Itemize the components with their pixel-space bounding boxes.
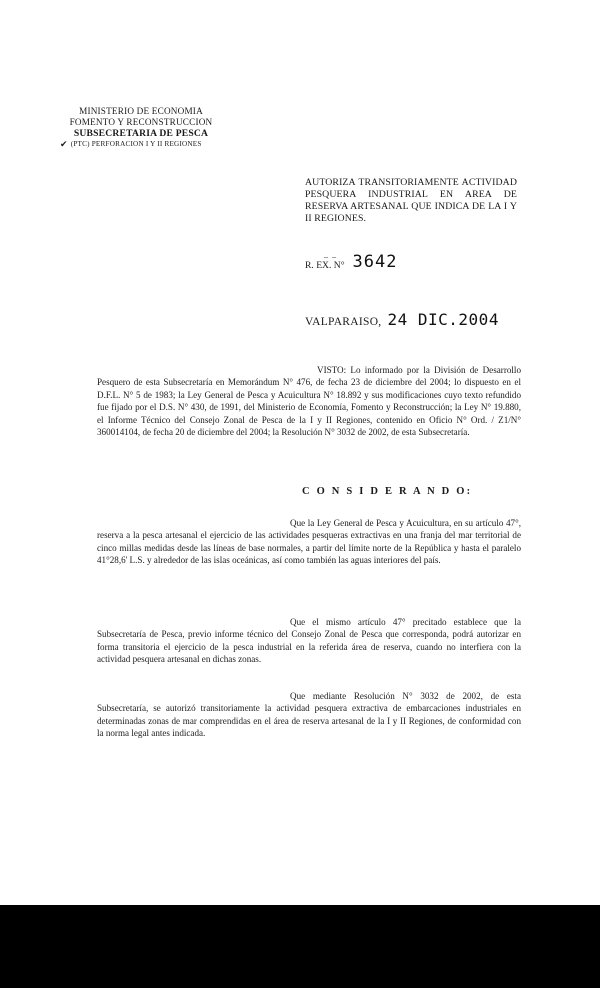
letterhead-subsecretaria: SUBSECRETARIA DE PESCA [73,128,209,139]
visto-paragraph: VISTO: Lo informado por la División de Desarrollo Pesquero de esta Subsecretaría en Memorándum N° 476, de fecha 23 de diciembre del 2004; lo dispuesto en el D.F.L. N° 5 de 1983; la Ley General de Pesca y Acuicultura N° 18.892 y sus modificaciones cuyo texto refundido fue fijado por el D.S. N° 430, de 1991, del Ministerio de Economía, Fomento y Reconstrucción; la Ley N° 19.880, el Informe Técnico del Consejo Zonal de Pesca de la I y II Regiones, contenido en Oficio N° Ord. / Z1/N° 360014104, de fecha 20 de diciembre del 2004; la Resolución N° 3032 de 2002, de esta Subsecretaría. [97,365,521,438]
check-mark-icon: ✔ [60,139,68,149]
letterhead-regions [60,139,226,150]
resolution-label-text: R. EX. N° [305,260,345,271]
considerando-heading: C O N S I D E R A N D O: [302,486,473,497]
date-stamp: 24 DIC.2004 [387,310,499,329]
letterhead [56,106,226,150]
document-subject: AUTORIZA TRANSITORIAMENTE ACTIVIDAD PESQUERA INDUSTRIAL EN AREA DE RESERVA ARTESANAL QUE INDICA DE LA I Y II REGIONES. [305,177,517,224]
considerando-paragraph-1: Que la Ley General de Pesca y Acuicultura, en su artículo 47°, reserva a la pesca artesanal el ejercicio de las actividades pesqueras extractivas en una franja del mar territorial de cinco millas medidas desde las líneas de base normales, a partir del límite norte de la República y hasta el paralelo 41°28,6' L.S. y alrededor de las islas oceánicas, así como también las aguas interiores del país. [97,518,521,566]
scan-border [0,905,600,988]
considerando-paragraph-2: Que el mismo artículo 47° precitado establece que la Subsecretaría de Pesca, previo informe técnico del Consejo Zonal de Pesca que corresponda, podrá autorizar en forma transitoria el ejercicio de la pesca industrial en la referida área de reserva, cuando no interfiera con la actividad pesquera artesanal en dichas zonas. [97,617,521,665]
letterhead-regions-text: (PTC) PERFORACION I Y II REGIONES [70,140,202,148]
resolution-number: 3642 [352,252,398,272]
dateline-place: VALPARAISO, [305,316,382,328]
resolution-number-line [305,254,398,271]
letterhead-ministry: MINISTERIO DE ECONOMIA [79,106,203,116]
resolution-strike-mark: – – [324,252,337,261]
considerando-paragraph-3: Que mediante Resolución N° 3032 de 2002, de esta Subsecretaría, se autorizó transitoriamente la actividad pesquera extractiva de embarcaciones industriales en determinadas zonas de mar comprendidas en el área de reserva artesanal de la I y II Regiones, de conformidad con la norma legal antes indicada. [97,691,521,739]
dateline [305,312,499,328]
letterhead-ministry-sub: FOMENTO Y RECONSTRUCCION [69,117,213,127]
resolution-label [305,252,345,271]
